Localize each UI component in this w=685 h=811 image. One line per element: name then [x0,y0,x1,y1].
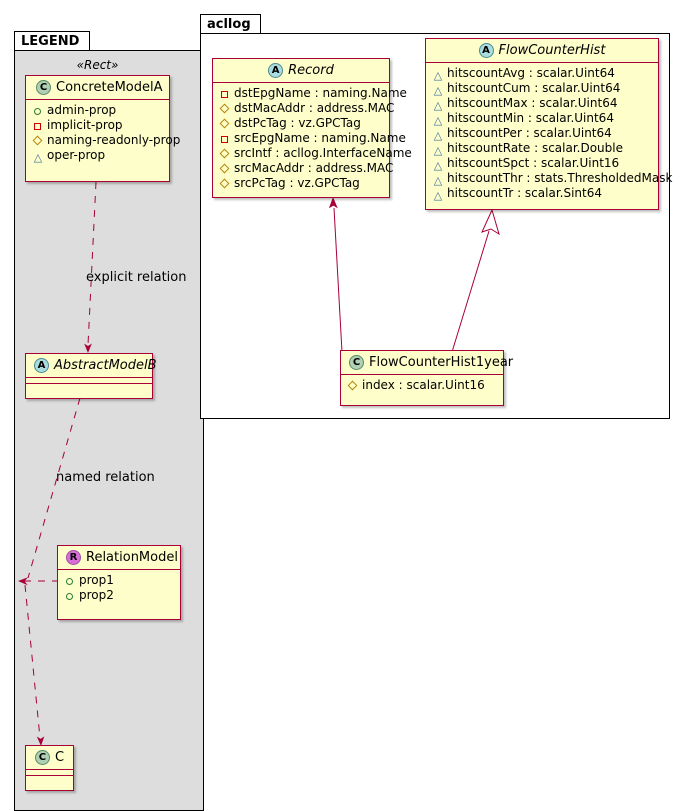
visibility-triangle-icon: △ [33,150,43,164]
attribute-text: hitscountSpct : scalar.Uint16 [447,156,620,170]
attribute-text: hitscountMin : scalar.Uint64 [447,111,614,125]
attribute-row [219,146,412,161]
attribute-row [219,101,395,116]
class-flowcounterhist1year-attrs [341,375,503,397]
attribute-text: admin-prop [47,103,117,117]
visibility-diamond-icon [219,118,231,130]
class-flowcounterhist1year-name: FlowCounterHist1year [369,355,514,370]
class-c-header [26,746,73,769]
attribute-row [32,103,163,118]
attribute-text: dstEpgName : naming.Name [234,86,407,100]
visibility-square-icon [219,88,231,100]
class-flowcounterhist-attrs [426,63,673,205]
class-abstractmodelb-header [26,354,157,377]
package-tab-acllog [200,14,261,33]
attribute-row [64,588,174,603]
attribute-row [219,116,383,131]
attribute-text: prop1 [79,573,114,587]
attribute-text: srcIntf : acllog.InterfaceName [234,146,412,160]
visibility-triangle-icon: △ [433,173,443,187]
class-record-attrs [213,83,412,195]
visibility-diamond-icon [219,178,231,190]
attribute-row [32,148,163,163]
class-marker-icon: C [349,355,364,370]
visibility-diamond-icon [219,163,231,175]
class-relationmodel[interactable] [57,545,181,620]
attribute-row [432,126,652,141]
attribute-text: hitscountThr : stats.ThresholdedMask [447,171,673,185]
class-relationmodel-attrs [58,570,180,607]
class-record[interactable] [212,58,412,198]
attribute-text: hitscountPer : scalar.Uint64 [447,126,612,140]
edge-label-explicit-relation: explicit relation [86,270,187,285]
attribute-row [219,161,394,176]
attribute-row [432,111,652,126]
attribute-text: dstMacAddr : address.MAC [234,101,395,115]
class-concretemodela-attrs [26,100,181,167]
class-flowcounterhist1year[interactable] [340,350,514,406]
attribute-row [432,156,652,171]
class-concretemodela-name: ConcreteModelA [56,80,163,95]
edge-label-named-relation: named relation [56,470,155,485]
attribute-text: implicit-prop [47,118,123,132]
attribute-text: hitscountTr : scalar.Sint64 [447,186,602,200]
class-abstractmodelb[interactable] [25,353,157,399]
attribute-text: srcEpgName : naming.Name [234,131,406,145]
visibility-triangle-icon: △ [433,98,443,112]
class-concretemodela-header [26,76,169,99]
visibility-triangle-icon: △ [433,113,443,127]
visibility-diamond-icon [32,135,44,147]
attribute-row [432,96,652,111]
attribute-text: dstPcTag : vz.GPCTag [234,116,361,130]
class-flowcounterhist-header [426,39,658,62]
visibility-diamond-icon [347,380,359,392]
class-concretemodela[interactable] [25,75,181,182]
visibility-square-icon [32,120,44,132]
package-tab-legend [14,31,90,50]
attribute-row [219,86,407,101]
class-marker-icon: A [34,358,49,373]
attribute-row [432,141,652,156]
attribute-row [219,131,406,146]
attribute-text: hitscountAvg : scalar.Uint64 [447,66,615,80]
attribute-text: hitscountRate : scalar.Double [447,141,623,155]
attribute-text: naming-readonly-prop [47,133,181,147]
class-abstractmodelb-name: AbstractModelB [54,358,157,373]
class-marker-icon: C [36,80,51,95]
visibility-triangle-icon: △ [433,68,443,82]
class-flowcounterhist[interactable] [425,38,673,210]
class-relationmodel-header [58,546,180,569]
attribute-row [432,171,673,187]
attribute-text: oper-prop [47,148,106,162]
class-marker-icon: A [479,43,494,58]
attribute-row [347,378,497,393]
attribute-row [432,186,652,201]
class-empty-compartment [26,776,73,781]
class-relationmodel-name: RelationModel [86,550,178,565]
attribute-text: srcMacAddr : address.MAC [234,161,394,175]
class-record-header [213,59,389,82]
visibility-diamond-icon [219,103,231,115]
attribute-text: prop2 [79,588,114,602]
attribute-row [219,176,383,191]
attribute-row [32,133,181,148]
visibility-diamond-icon [219,148,231,160]
attribute-row [64,573,174,588]
package-tab-acllog-label: acllog [207,17,251,32]
class-record-name: Record [288,63,334,78]
class-marker-icon: A [268,63,283,78]
visibility-circle-icon [64,575,76,587]
attribute-row [432,81,652,96]
visibility-triangle-icon: △ [433,128,443,142]
class-flowcounterhist-name: FlowCounterHist [498,43,606,58]
attribute-row [432,66,652,81]
class-concretemodela-stereotype: «Rect» [76,58,119,72]
attribute-text: index : scalar.Uint16 [362,378,485,392]
class-flowcounterhist1year-header [341,351,514,374]
class-marker-icon: R [66,550,81,565]
visibility-triangle-icon: △ [433,158,443,172]
package-tab-legend-label: LEGEND [21,34,80,49]
attribute-row [32,118,163,133]
class-marker-icon: C [35,750,50,765]
visibility-triangle-icon: △ [433,83,443,97]
class-empty-compartment [26,384,152,389]
class-c[interactable] [25,745,74,791]
attribute-text: hitscountCum : scalar.Uint64 [447,81,621,95]
visibility-square-icon [219,133,231,145]
visibility-triangle-icon: △ [433,143,443,157]
attribute-text: hitscountMax : scalar.Uint64 [447,96,618,110]
visibility-triangle-icon: △ [433,188,443,202]
visibility-circle-icon [64,590,76,602]
visibility-circle-icon [32,105,44,117]
attribute-text: srcPcTag : vz.GPCTag [234,176,360,190]
class-c-name: C [54,750,65,765]
